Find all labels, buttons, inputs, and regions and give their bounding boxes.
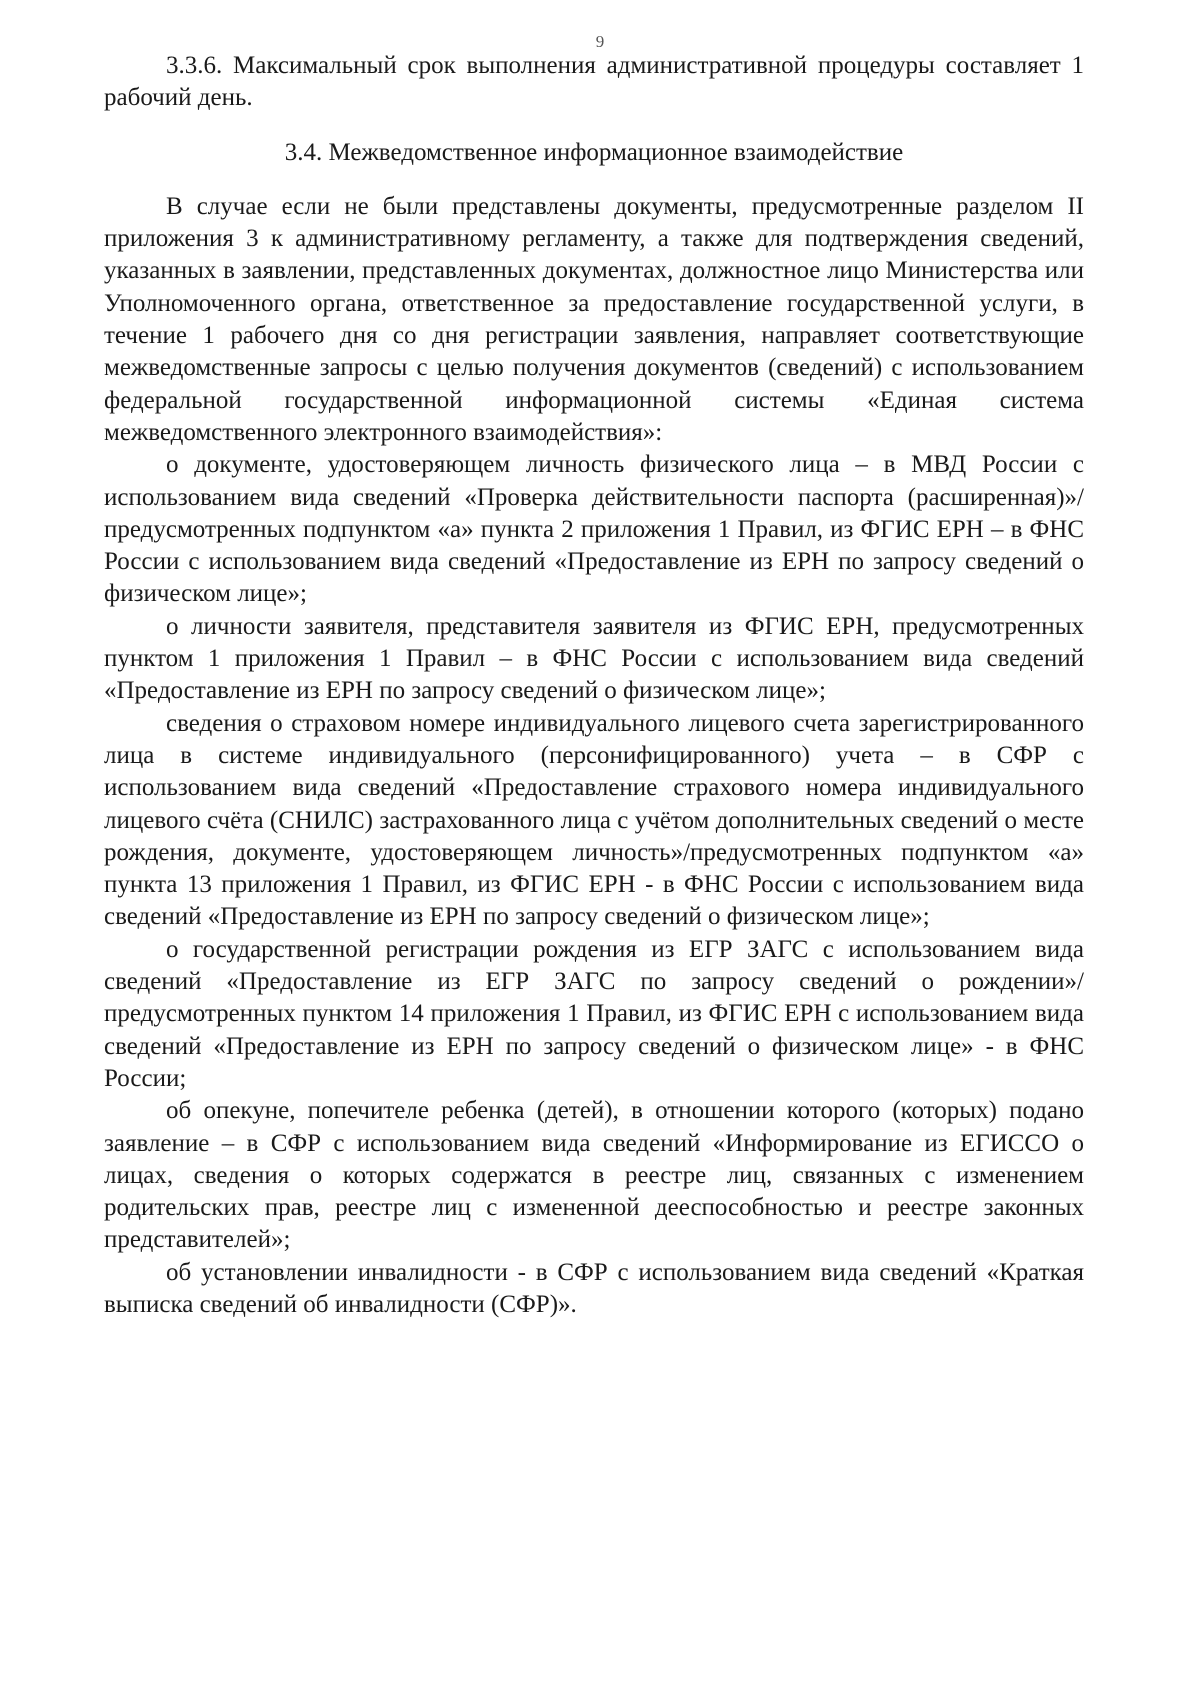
paragraph-intro: В случае если не были представлены документы, предусмотренные разделом II приложения 3 к административному регламенту, а также для подтверждения сведений, указанных в заявлении, представленных документах, должностное лицо Министерства или Уполномоченного органа, ответственное за предоставление государственной услуги, в течение 1 рабочего дня со дня регистрации заявления, направляет соответствующие межведомственные запросы с целью получения документов (сведений) с использованием федеральной государственной информационной системы «Единая система межведомственного электронного взаимодействия»: — [104, 192, 1084, 446]
page-number: 9 — [595, 32, 605, 51]
paragraph-identity-document: о документе, удостоверяющем личность физического лица – в МВД России с использованием вида сведений «Проверка действительности паспорта (расширенная)»/предусмотренных подпунктом «а» пункта 2 приложения 1 Правил, из ФГИС ЕРН – в ФНС России с использованием вида сведений «Предоставление из ЕРН по запросу сведений о физическом лице»; — [104, 451, 1084, 608]
document-body — [104, 50, 1084, 1321]
paragraph-snils: сведения о страховом номере индивидуального лицевого счета зарегистрированного лица в системе индивидуального (персонифицированного) учета – в СФР с использованием вида сведений «Предоставление страхового номера индивидуального лицевого счёта (СНИЛС) застрахованного лица с учётом дополнительных сведений о месте рождения, документе, удостоверяющем личность»/предусмотренных подпунктом «а» пункта 13 приложения 1 Правил, из ФГИС ЕРН - в ФНС России с использованием вида сведений «Предоставление из ЕРН по запросу сведений о физическом лице»; — [104, 709, 1084, 931]
paragraph-birth-registration: о государственной регистрации рождения из ЕГР ЗАГС с использованием вида сведений «Предоставление из ЕГР ЗАГС по запросу сведений о рождении»/предусмотренных пунктом 14 приложения 1 Правил, из ФГИС ЕРН с использованием вида сведений «Предоставление из ЕРН по запросу сведений о физическом лице» - в ФНС России; — [104, 935, 1084, 1092]
paragraph-disability: об установлении инвалидности - в СФР с использованием вида сведений «Краткая выписка сведений об инвалидности (СФР)». — [104, 1258, 1084, 1318]
paragraph-3-3-6: 3.3.6. Максимальный срок выполнения административной процедуры составляет 1 рабочий день. — [104, 52, 1084, 112]
section-heading-3-4: 3.4. Межведомственное информационное взаимодействие — [284, 138, 904, 166]
paragraph-applicant-identity: о личности заявителя, представителя заявителя из ФГИС ЕРН, предусмотренных пунктом 1 приложения 1 Правил – в ФНС России с использованием вида сведений «Предоставление из ЕРН по запросу сведений о физическом лице»; — [104, 612, 1084, 705]
paragraph-guardian: об опекуне, попечителе ребенка (детей), в отношении которого (которых) подано заявление – в СФР с использованием вида сведений «Информирование из ЕГИССО о лицах, сведения о которых содержатся в реестре лиц, связанных с изменением родительских прав, реестре лиц с измененной дееспособностью и реестре законных представителей»; — [104, 1097, 1084, 1254]
